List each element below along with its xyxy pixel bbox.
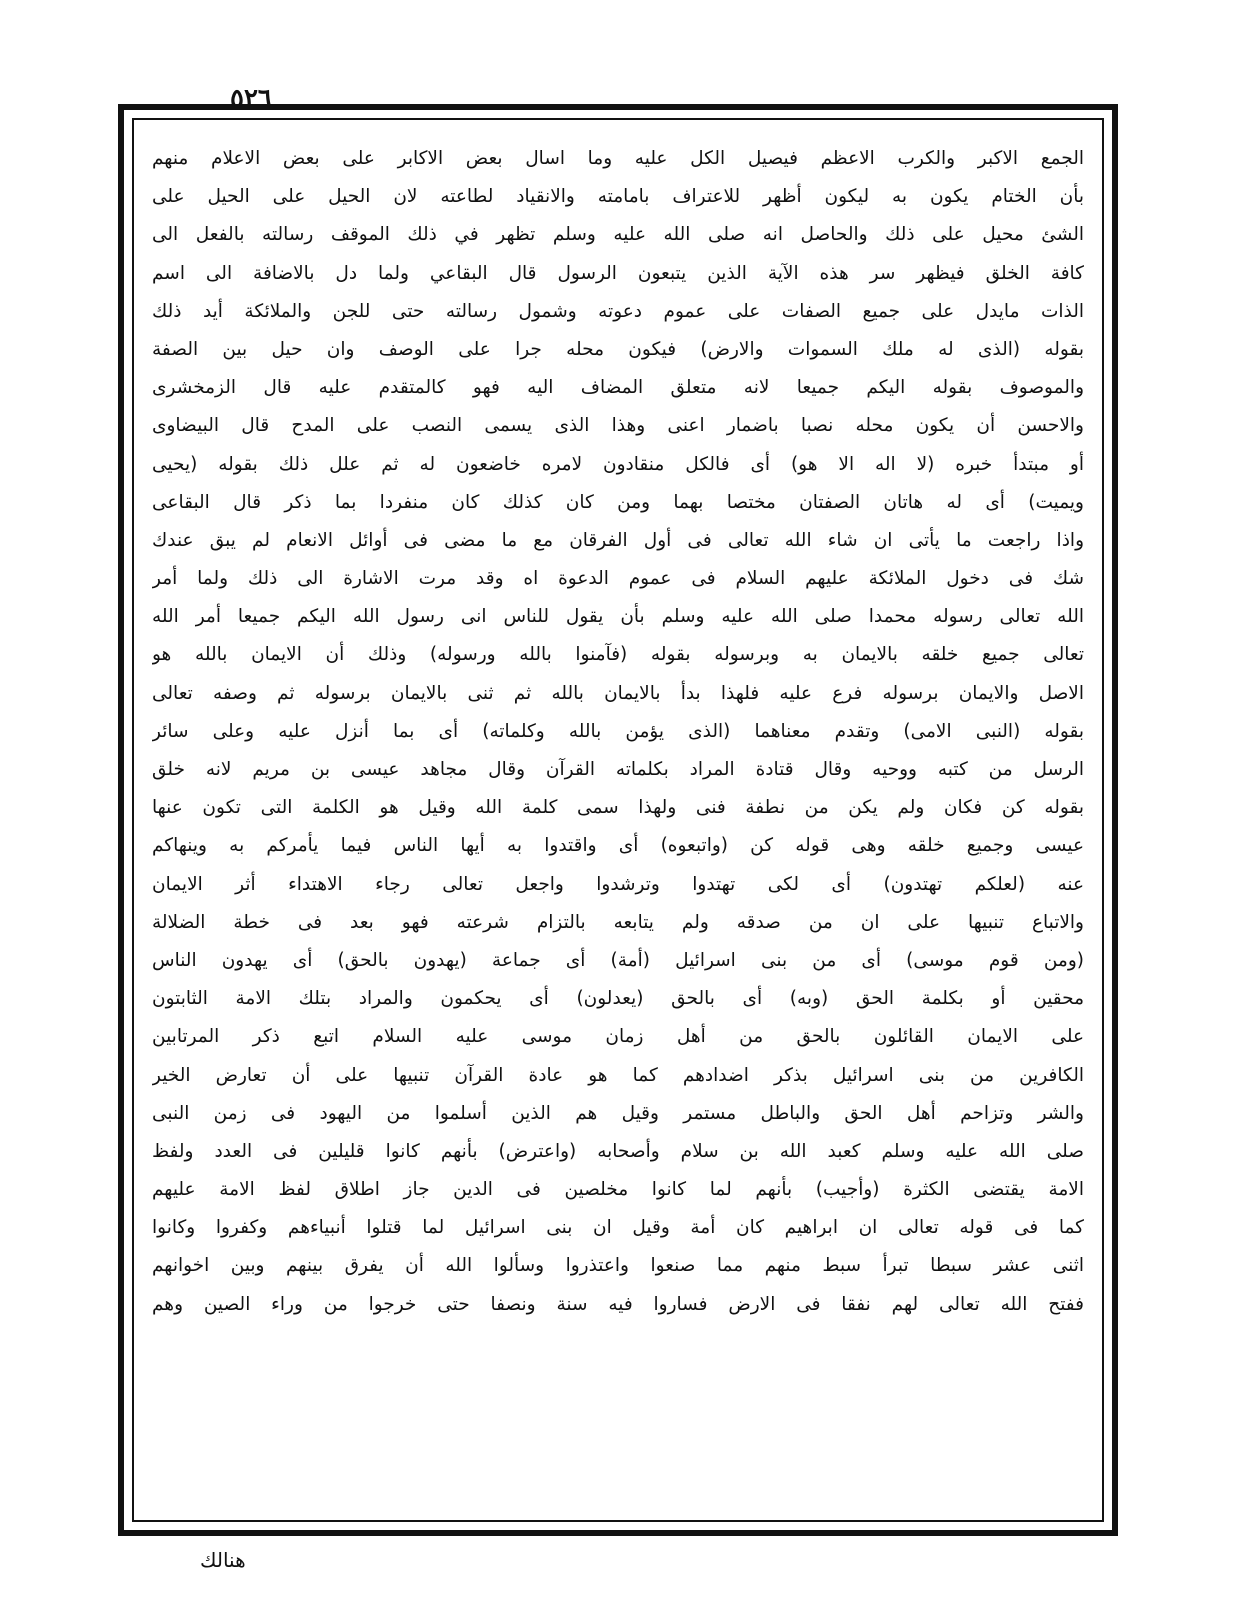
text-line: محقين أو بكلمة الحق (وبه) أى بالحق (يعدلون) أى يحكمون والمراد بتلك الامة الثابتون: [152, 988, 1084, 1010]
page-number: ٥٢٦: [230, 84, 272, 114]
text-line: تعالى جميع خلقه بالايمان به وبرسوله بقوله (فآمنوا بالله ورسوله) وذلك أن الايمان بالله هو: [152, 644, 1084, 666]
text-line: عيسى وجميع خلقه وهى قوله كن (واتبعوه) أى واقتدوا به أيها الناس فيما يأمركم به وينهاكم: [152, 835, 1084, 857]
text-line: كما فى قوله تعالى ان ابراهيم كان أمة وقيل ان بنى اسرائيل لما قتلوا أنبياءهم وكفروا وكانوا: [152, 1217, 1084, 1239]
text-line: شك فى دخول الملائكة عليهم السلام فى عموم الدعوة اه وقد مرت الاشارة الى ذلك ولما أمر: [152, 568, 1084, 590]
text-line: والاتباع تنبيها على ان من صدقه ولم يتابعه بالتزام شرعته فهو بعد فى خطة الضلالة: [152, 911, 1084, 933]
text-line: ويميت) أى له هاتان الصفتان مختصا بهما ومن كان كذلك كان منفردا بما ذكر قال البقاعى: [152, 491, 1084, 513]
text-line: الشئ محيل على ذلك والحاصل انه صلى الله عليه وسلم تظهر في ذلك الموقف رسالته بالفعل الى: [152, 224, 1084, 246]
text-line: واذا راجعت ما يأتى ان شاء الله تعالى فى أول الفرقان مع ما مضى فى أوائل الانعام لم يبق عندك: [152, 529, 1084, 551]
text-line: الاصل والايمان برسوله فرع عليه فلهذا بدأ بالايمان بالله ثم ثنى بالايمان برسوله ثم وصفه تعالى: [152, 682, 1084, 704]
text-line: الامة يقتضى الكثرة (وأجيب) بأنهم لما كانوا مخلصين فى الدين جاز اطلاق لفظ الامة عليهم: [152, 1179, 1084, 1201]
text-line: (ومن قوم موسى) أى من بنى اسرائيل (أمة) أى جماعة (يهدون بالحق) أى يهدون الناس: [152, 949, 1084, 971]
text-line: الله تعالى رسوله محمدا صلى الله عليه وسلم بأن يقول للناس انى رسول الله اليكم جميعا أمر الله: [152, 606, 1084, 628]
main-text: [152, 140, 1084, 1504]
text-line: الجمع الاكبر والكرب الاعظم فيصيل الكل عليه وما اسال بعض الاكابر على بعض الاعلام منهم: [152, 148, 1084, 169]
text-line: والشر وتزاحم أهل الحق والباطل مستمر وقيل هم الذين أسلموا من اليهود فى زمن النبى: [152, 1102, 1084, 1124]
page-frame: [118, 104, 1118, 1536]
catchword: هنالك: [200, 1548, 246, 1572]
text-line: أو مبتدأ خبره (لا اله الا هو) أى فالكل منقادون لامره خاضعون له ثم علل ذلك بقوله (يحيى: [152, 453, 1084, 475]
text-line: صلى الله عليه وسلم كعبد الله بن سلام وأصحابه (واعترض) بأنهم كانوا قليلين فى العدد ولفظ: [152, 1140, 1084, 1162]
text-line: على الايمان القائلون بالحق من أهل زمان موسى عليه السلام اتبع ذكر المرتابين: [152, 1026, 1084, 1048]
text-line: الذات مايدل على جميع الصفات على عموم دعوته وشمول رسالته حتى للجن والملائكة أيد ذلك: [152, 300, 1084, 322]
text-line: بقوله كن فكان ولم يكن من نطفة فنى ولهذا سمى كلمة الله وقيل هو الكلمة التى تكون عنها: [152, 797, 1084, 819]
text-line: بأن الختام يكون به ليكون أظهر للاعتراف بامامته والانقياد لطاعته لان الحيل على الحيل على: [152, 186, 1084, 208]
text-line: والاحسن أن يكون محله نصبا باضمار اعنى وهذا الذى يسمى النصب على المدح قال البيضاوى: [152, 415, 1084, 437]
text-line: كافة الخلق فيظهر سر هذه الآية الذين يتبعون الرسول قال البقاعي ولما دل بالاضافة الى اسم: [152, 262, 1084, 284]
text-line: اثنى عشر سبطا تبرأ سبط منهم مما صنعوا واعتذروا وسألوا الله أن يفرق بينهم وبين اخوانهم: [152, 1255, 1084, 1277]
text-line: الرسل من كتبه ووحيه وقال قتادة المراد بكلماته القرآن وقال مجاهد عيسى بن مريم لانه خلق: [152, 759, 1084, 780]
text-line: عنه (لعلكم تهتدون) أى لكى تهتدوا وترشدوا واجعل تعالى رجاء الاهتداء أثر الايمان: [152, 873, 1084, 895]
text-line: الكافرين من بنى اسرائيل بذكر اضدادهم كما هو عادة القرآن تنبيها على أن تعارض الخير: [152, 1064, 1084, 1086]
text-line: بقوله (النبى الامى) وتقدم معناهما (الذى يؤمن بالله وكلماته) أى بما أنزل عليه وعلى سائر: [152, 720, 1084, 742]
page-frame-inner: [132, 118, 1104, 1522]
text-line: ففتح الله تعالى لهم نفقا فى الارض فساروا فيه سنة ونصفا حتى خرجوا من وراء الصين وهم: [152, 1293, 1084, 1315]
text-line: والموصوف بقوله اليكم جميعا لانه متعلق المضاف اليه فهو كالمتقدم عليه قال الزمخشرى: [152, 377, 1084, 399]
text-line: بقوله (الذى له ملك السموات والارض) فيكون محله جرا على الوصف وان حيل بين الصفة: [152, 338, 1084, 360]
